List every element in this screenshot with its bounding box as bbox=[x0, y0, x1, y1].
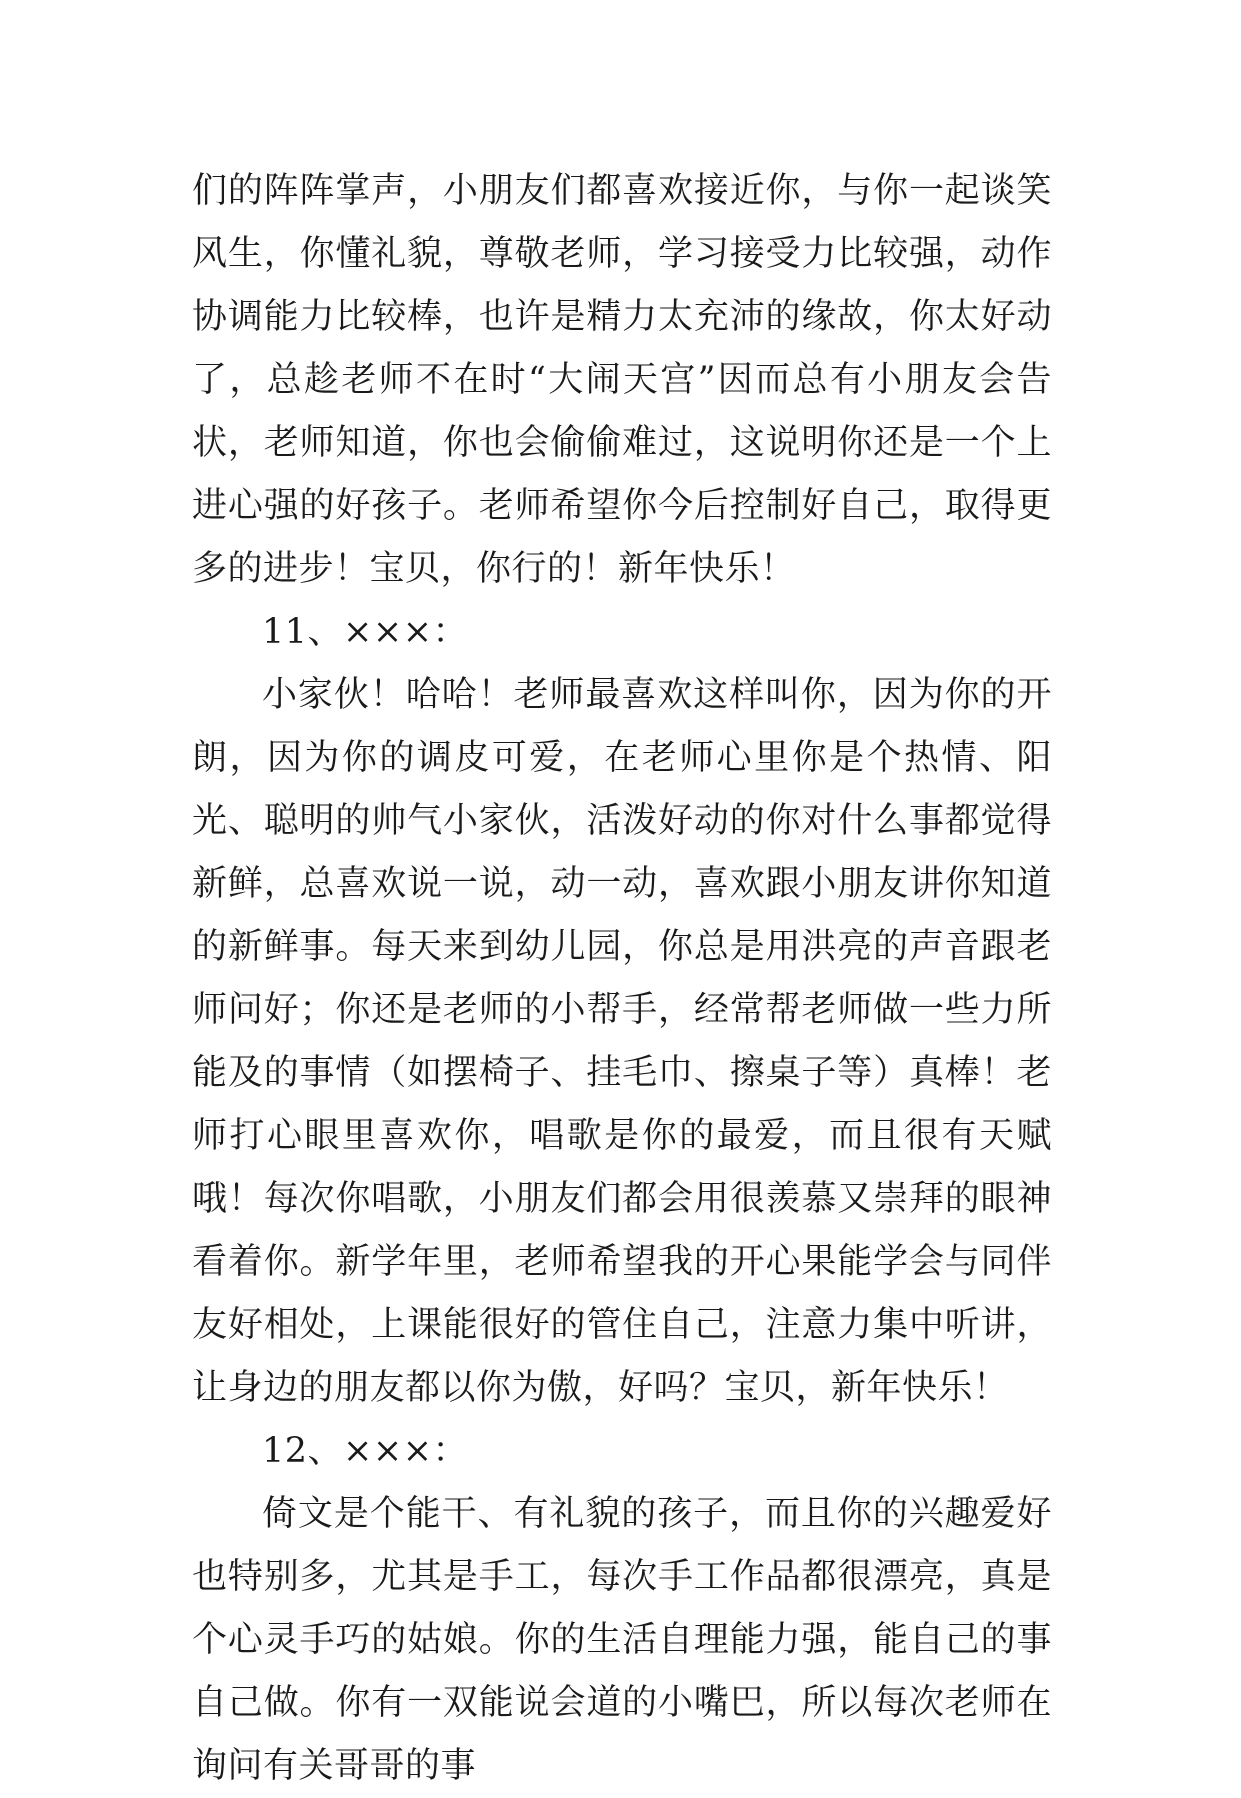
paragraph-item-12: 倚文是个能干、有礼貌的孩子，而且你的兴趣爱好也特别多，尤其是手工，每次手工作品都很漂亮，真是个心灵手巧的姑娘。你的生活自理能力强，能自己的事自己做。你有一双能说会道的小嘴巴，所以每次老师在询问有关哥哥的事 bbox=[192, 1494, 1052, 1786]
body-text bbox=[192, 160, 1052, 1798]
paragraph-item-11: 小家伙！哈哈！老师最喜欢这样叫你，因为你的开朗，因为你的调皮可爱，在老师心里你是个热情、阳光、聪明的帅气小家伙，活泼好动的你对什么事都觉得新鲜，总喜欢说一说，动一动，喜欢跟小朋友讲你知道的新鲜事。每天来到幼儿园，你总是用洪亮的声音跟老师问好；你还是老师的小帮手，经常帮老师做一些力所能及的事情（如摆椅子、挂毛巾、擦桌子等）真棒！老师打心眼里喜欢你，唱歌是你的最爱，而且很有天赋哦！每次你唱歌，小朋友们都会用很羡慕又崇拜的眼神看着你。新学年里，老师希望我的开心果能学会与同伴友好相处，上课能很好的管住自己，注意力集中听讲，让身边的朋友都以你为傲，好吗？宝贝，新年快乐！ bbox=[192, 675, 1052, 1408]
paragraph-continued: 们的阵阵掌声，小朋友们都喜欢接近你，与你一起谈笑风生，你懂礼貌，尊敬老师，学习接受力比较强，动作协调能力比较棒，也许是精力太充沛的缘故，你太好动了，总趁老师不在时“大闹天宫”因而总有小朋友会告状，老师知道，你也会偷偷难过，这说明你还是一个上进心强的好孩子。老师希望你今后控制好自己，取得更多的进步！宝贝，你行的！新年快乐！ bbox=[192, 171, 1052, 589]
heading-item-12: 12、×××： bbox=[262, 1431, 469, 1471]
heading-item-11: 11、×××： bbox=[262, 612, 469, 652]
